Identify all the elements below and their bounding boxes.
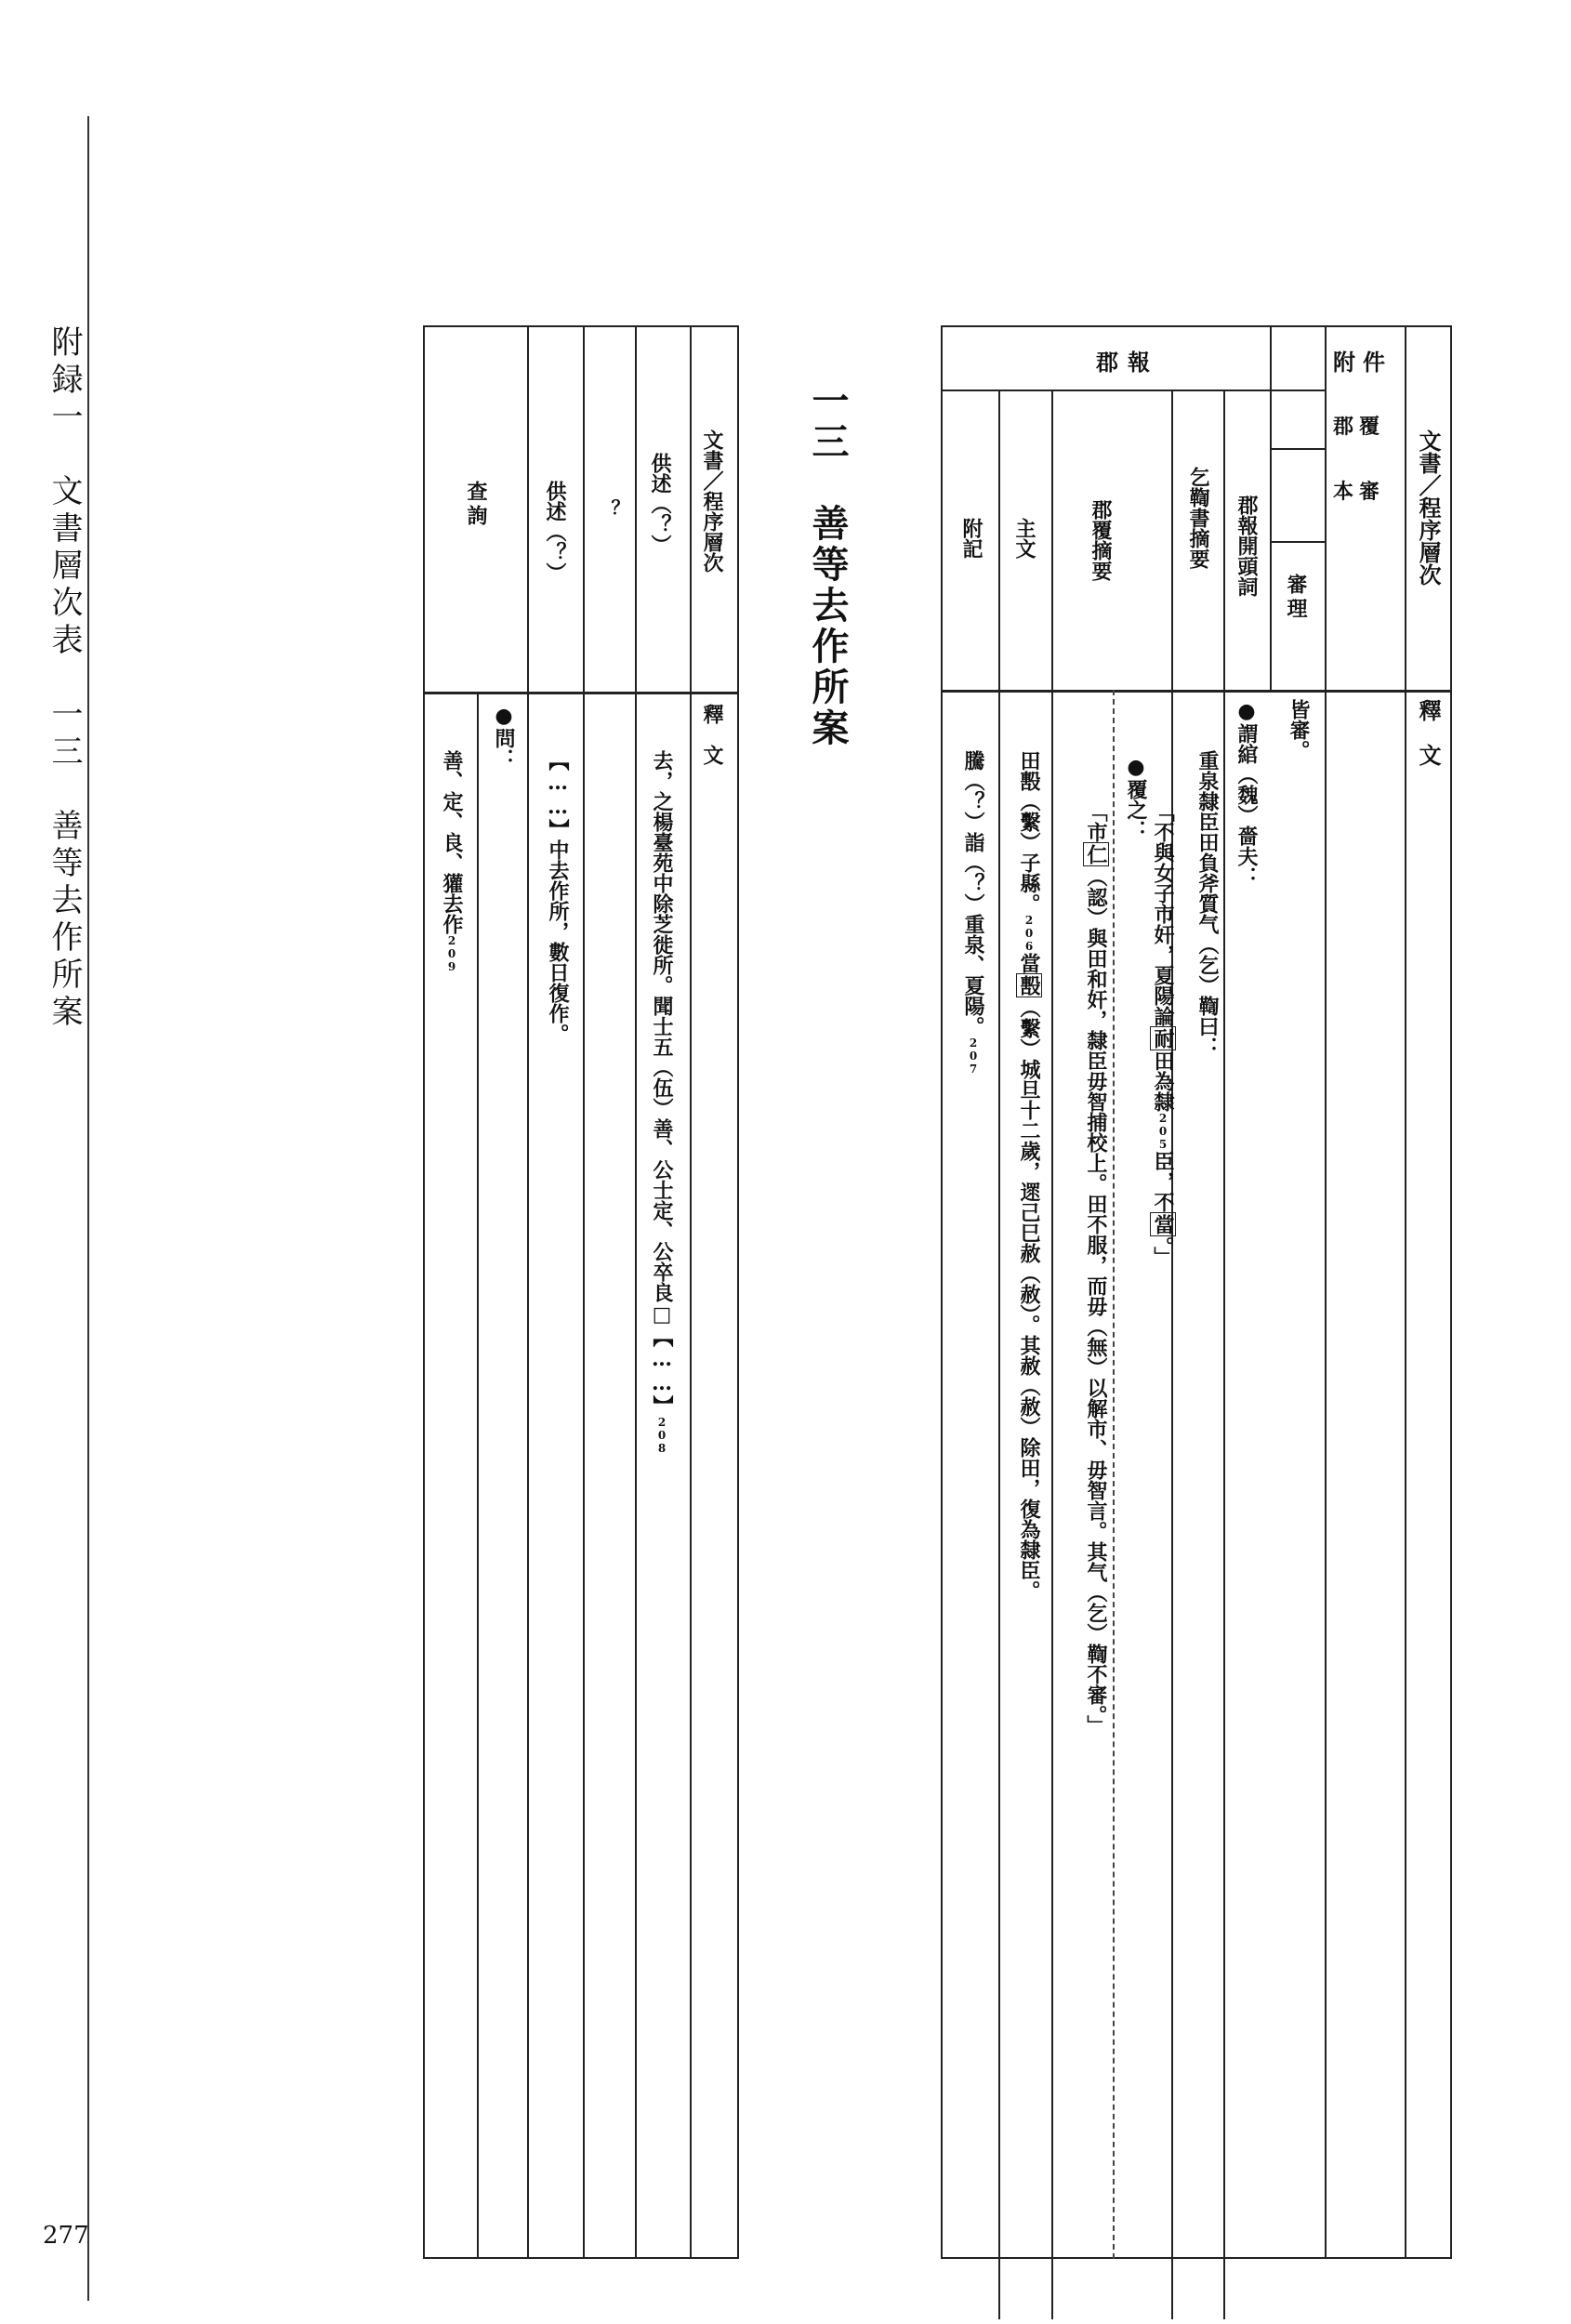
sub-ben: 本審	[1333, 480, 1386, 504]
group-junbao: 郡報	[1096, 349, 1159, 376]
junfu-text-a: 「市	[1084, 801, 1108, 842]
left-row4-text	[438, 750, 467, 973]
zhuwen-text-c: （繫）城旦十二歲，遝己巳赦（赦）。其赦（赦）除田，復為隸臣。	[1017, 997, 1041, 1601]
row-fuji-label: 附記	[959, 518, 984, 559]
left-row3-label: 供述（？）	[543, 481, 567, 583]
col-header-text: 釋 文	[1415, 699, 1442, 766]
qiju-boxed-char: 耐	[1151, 1028, 1175, 1049]
left-row2-text: ●問：	[492, 704, 516, 769]
row-qiju-line1: 重泉隸臣田負斧質气（乞）鞫曰：	[1195, 750, 1220, 1057]
left-row1-text	[648, 750, 677, 1455]
qiju-text-c: 臣，不	[1151, 1151, 1175, 1212]
row-junfu-line2	[1082, 801, 1111, 1736]
left-col-header-levels: 文書／程序層次	[700, 429, 724, 573]
left-row1-label: 供述（？）	[648, 453, 672, 555]
group-fujian: 附件	[1333, 349, 1393, 376]
fuji-text: 騰（？）詣（？）重泉、夏陽。	[961, 750, 985, 1037]
page-number: 277	[43, 2222, 89, 2250]
left-row1-slip-number: 208	[655, 1416, 668, 1455]
row-kaitou-text: ●謂綰（魏）嗇夫：	[1234, 699, 1259, 887]
section-number: 一三	[806, 381, 850, 463]
running-head: 附録一 文書層次表 一三 善等去作所案	[46, 325, 83, 1032]
row-zhuwen-text	[1015, 750, 1044, 1601]
zhuwen-text-b: 當	[1017, 953, 1041, 973]
qiju-text-d: 。」	[1151, 1236, 1175, 1267]
sub-shenli: 審理	[1284, 574, 1308, 622]
section-title	[801, 381, 854, 749]
sub-jun: 郡覆	[1333, 415, 1386, 439]
junfu-boxed-char: 仁	[1084, 844, 1108, 865]
left-row4-body: 善、定、良、獾去作	[440, 750, 464, 934]
row-junfu-label: 郡覆摘要	[1089, 499, 1113, 581]
left-row2-label: ？	[599, 499, 621, 518]
left-row3-text: 【……】中去作所，數日復作。	[546, 750, 570, 1044]
zhuwen-boxed-char: 毄	[1017, 975, 1041, 996]
junfu-text-b: （認）與田和奸，隸臣毋智捕校上。田不服，而毋（無）以解市、毋智言。其气（乞）鞫不審。」	[1084, 866, 1108, 1736]
left-row4-slip-number: 209	[445, 934, 458, 973]
zhuwen-slip-number: 206	[1023, 914, 1036, 953]
row-kaitou-label: 郡報開頭詞	[1234, 495, 1259, 597]
qiju-text-a: 「不與女子市奸，夏陽論	[1151, 801, 1175, 1026]
left-row1-body: 去，之楊臺苑中除芝徙所。聞士五（伍）善、公士定、公卒良□【……】	[650, 750, 674, 1416]
qiju-text-b: 田為隸	[1151, 1050, 1175, 1112]
col-header-levels: 文書／程序層次	[1415, 429, 1442, 586]
qiju-slip-number: 205	[1156, 1112, 1169, 1151]
left-row4-label: 查詢	[464, 481, 488, 529]
qiju-boxed-char-2: 當	[1151, 1214, 1175, 1235]
left-col-header-text: 釋 文	[700, 704, 724, 765]
row-zhuwen-label: 主文	[1012, 518, 1036, 559]
zhuwen-text-a: 田毄（繫）子縣。	[1017, 750, 1041, 914]
row-qiju-label: 乞鞫書摘要	[1186, 467, 1210, 569]
section-heading: 善等去作所案	[806, 504, 850, 749]
row-junfu-line1: ●覆之：	[1124, 755, 1148, 840]
table-left	[423, 325, 739, 2259]
fuji-slip-number: 207	[967, 1037, 980, 1076]
row-fuji-text	[959, 750, 988, 1076]
divider-header	[943, 690, 1450, 693]
table-right	[941, 325, 1452, 2259]
row-qiju-line2	[1149, 801, 1178, 1267]
row-shenli-text: 皆審。	[1287, 699, 1311, 760]
